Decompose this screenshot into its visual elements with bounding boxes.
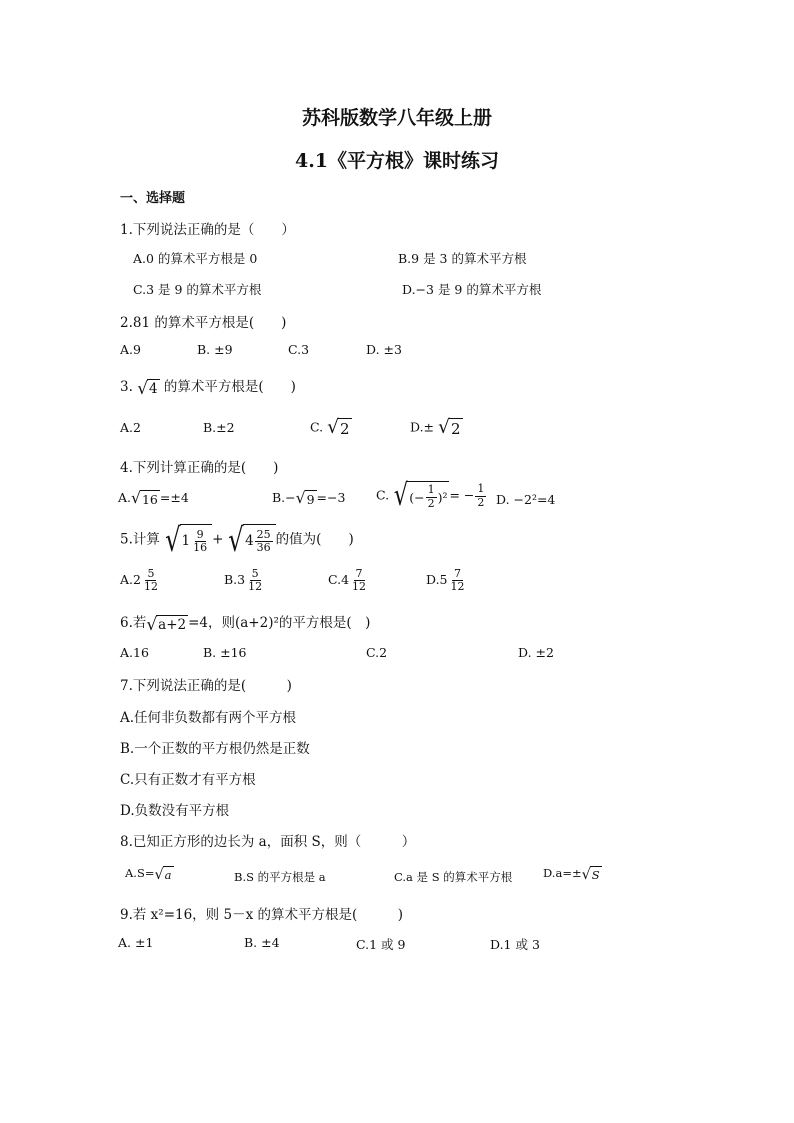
- question-2-option-a: A.9: [120, 342, 141, 357]
- question-6-option-d: D. ±2: [518, 645, 554, 660]
- numerator: 7: [454, 567, 462, 580]
- option-text: =−3: [316, 490, 346, 505]
- fraction: [255, 529, 273, 554]
- sqrt-symbol: √ S: [581, 866, 600, 883]
- question-6-stem: [120, 611, 370, 633]
- question-5-option-d: [426, 568, 468, 593]
- question-3-text: 的算术平方根是( ): [163, 379, 296, 395]
- sqrt-symbol: √ 4 $\frac{25}{36}$: [223, 524, 275, 556]
- numerator: 1: [427, 483, 435, 497]
- page-title: 苏科版数学八年级上册: [301, 107, 492, 129]
- question-3-option-a: A.2: [120, 420, 141, 435]
- question-2-stem: 2.81 的算术平方根是( ): [120, 315, 287, 331]
- radicand: a+2: [158, 616, 187, 633]
- question-3-option-c: [310, 418, 352, 438]
- radicand: a: [164, 868, 172, 882]
- sqrt-symbol: √ 2: [438, 417, 461, 439]
- whole-part: 1: [181, 533, 191, 550]
- question-2-option-d: D. ±3: [366, 342, 402, 357]
- question-8-option-a: [125, 866, 174, 882]
- question-1-option-a: A.0 的算术平方根是 0: [133, 251, 258, 266]
- question-1-option-c: C.3 是 9 的算术平方根: [133, 282, 262, 297]
- page-subtitle: 4.1《平方根》课时练习: [294, 150, 500, 172]
- radicand: 16: [141, 492, 158, 507]
- fraction: [246, 568, 264, 593]
- question-7-option-d: D.负数没有平方根: [120, 803, 230, 819]
- question-7-stem: 7.下列说法正确的是( ): [120, 678, 292, 694]
- question-5-option-b: [224, 568, 265, 593]
- question-4-option-c: [376, 478, 487, 513]
- fraction: [142, 568, 160, 593]
- question-7-option-b: B.一个正数的平方根仍然是正数: [120, 741, 310, 757]
- radicand: [407, 481, 449, 511]
- question-4-option-d: D. −2²=4: [496, 492, 556, 507]
- sqrt-symbol: √ (− $\frac{1}{2}$ )²: [393, 478, 448, 513]
- option-label: B.−: [272, 490, 296, 505]
- question-3-stem: [120, 375, 296, 397]
- numerator: 25: [256, 527, 271, 541]
- question-1-option-b: B.9 是 3 的算术平方根: [398, 251, 527, 266]
- option-text: =±4: [159, 490, 189, 505]
- equals-sign: = −: [449, 487, 475, 503]
- question-4-stem: 4.下列计算正确的是( ): [120, 460, 279, 476]
- question-9-option-c: C.1 或 9: [356, 937, 406, 952]
- denominator: 12: [248, 580, 263, 594]
- question-3-option-b: B.±2: [203, 420, 235, 435]
- radicand: 4: [148, 380, 158, 397]
- option-label: A.2: [120, 572, 141, 588]
- whole-part: 4: [245, 533, 254, 550]
- sqrt-symbol: √ 1 $\frac{9}{16}$: [160, 524, 212, 556]
- numerator: 9: [196, 527, 204, 541]
- radicand: 2: [340, 420, 350, 438]
- question-4-option-b: [272, 490, 345, 507]
- question-6-option-c: C.2: [366, 645, 388, 660]
- question-9-option-b: B. ±4: [244, 935, 280, 950]
- option-label: B.3: [224, 572, 246, 588]
- denominator: 16: [193, 540, 208, 554]
- denominator: 2: [477, 495, 485, 509]
- fraction: [426, 484, 437, 509]
- question-7-option-a: A.任何非负数都有两个平方根: [120, 710, 297, 726]
- sqrt-symbol: √ 16: [131, 489, 158, 508]
- option-label: D.±: [410, 419, 435, 435]
- numerator: 5: [251, 567, 259, 580]
- fraction: [350, 568, 368, 593]
- paren-close: )²: [437, 489, 448, 505]
- question-6-number: 6.若: [120, 615, 147, 631]
- numerator: 5: [147, 567, 155, 580]
- option-label: A.S=: [125, 866, 155, 880]
- question-6-option-a: A.16: [120, 645, 149, 660]
- option-label: A.: [118, 490, 132, 505]
- question-5-option-a: [120, 568, 161, 593]
- sqrt-symbol: √ 2: [327, 417, 350, 439]
- denominator: 12: [450, 580, 465, 594]
- question-5-stem: [120, 521, 354, 559]
- sqrt-symbol: √ 4: [137, 377, 158, 398]
- question-1-stem: 1.下列说法正确的是（ ）: [120, 222, 295, 238]
- denominator: 2: [427, 496, 435, 510]
- radicand: 9: [306, 492, 315, 507]
- question-8-option-c: C.a 是 S 的算术平方根: [394, 870, 513, 884]
- question-9-option-d: D.1 或 3: [490, 937, 540, 952]
- fraction: [449, 568, 467, 593]
- radicand: S: [591, 868, 600, 882]
- question-6-option-b: B. ±16: [203, 645, 247, 660]
- question-1-option-d: D.−3 是 9 的算术平方根: [402, 282, 542, 297]
- denominator: 12: [352, 580, 367, 594]
- question-9-stem: 9.若 x²=16，则 5－x 的算术平方根是( ): [120, 907, 404, 923]
- sqrt-symbol: √ a+2: [146, 613, 187, 634]
- denominator: 36: [256, 540, 271, 554]
- denominator: 12: [143, 580, 158, 594]
- numerator: 1: [477, 482, 485, 496]
- question-2-option-c: C.3: [288, 342, 310, 357]
- question-3-number: 3.: [120, 379, 133, 395]
- question-8-option-b: B.S 的平方根是 a: [234, 870, 326, 884]
- fraction: [191, 529, 209, 554]
- question-8-option-d: [543, 866, 602, 882]
- question-4-option-a: [118, 490, 189, 507]
- option-label: C.4: [328, 572, 350, 588]
- question-7-option-c: C.只有正数才有平方根: [120, 772, 256, 788]
- fraction: [475, 483, 486, 508]
- radicand: [180, 524, 213, 556]
- question-6-text: =4，则(a+2)²的平方根是( ): [188, 615, 371, 631]
- sqrt-symbol: √ a: [154, 866, 172, 883]
- sqrt-symbol: √ 9: [295, 489, 315, 508]
- option-label: C.: [310, 419, 324, 435]
- question-9-option-a: A. ±1: [118, 935, 154, 950]
- question-5-number: 5.计算: [120, 531, 160, 548]
- question-8-stem: 8.已知正方形的边长为 a，面积 S，则（ ）: [120, 834, 416, 850]
- option-label: D.a=±: [543, 866, 582, 880]
- section-heading: 一、选择题: [120, 191, 186, 206]
- radicand: [243, 524, 276, 556]
- plus-sign: +: [212, 531, 224, 548]
- question-2-option-b: B. ±9: [197, 342, 233, 357]
- option-label: D.5: [426, 572, 448, 588]
- question-5-text: 的值为( ): [275, 531, 354, 548]
- numerator: 7: [355, 567, 363, 580]
- radicand: 2: [450, 420, 461, 438]
- option-label: C.: [376, 487, 390, 503]
- question-3-option-d: [410, 418, 463, 438]
- paren-open: (−: [409, 489, 425, 505]
- question-5-option-c: [328, 568, 369, 593]
